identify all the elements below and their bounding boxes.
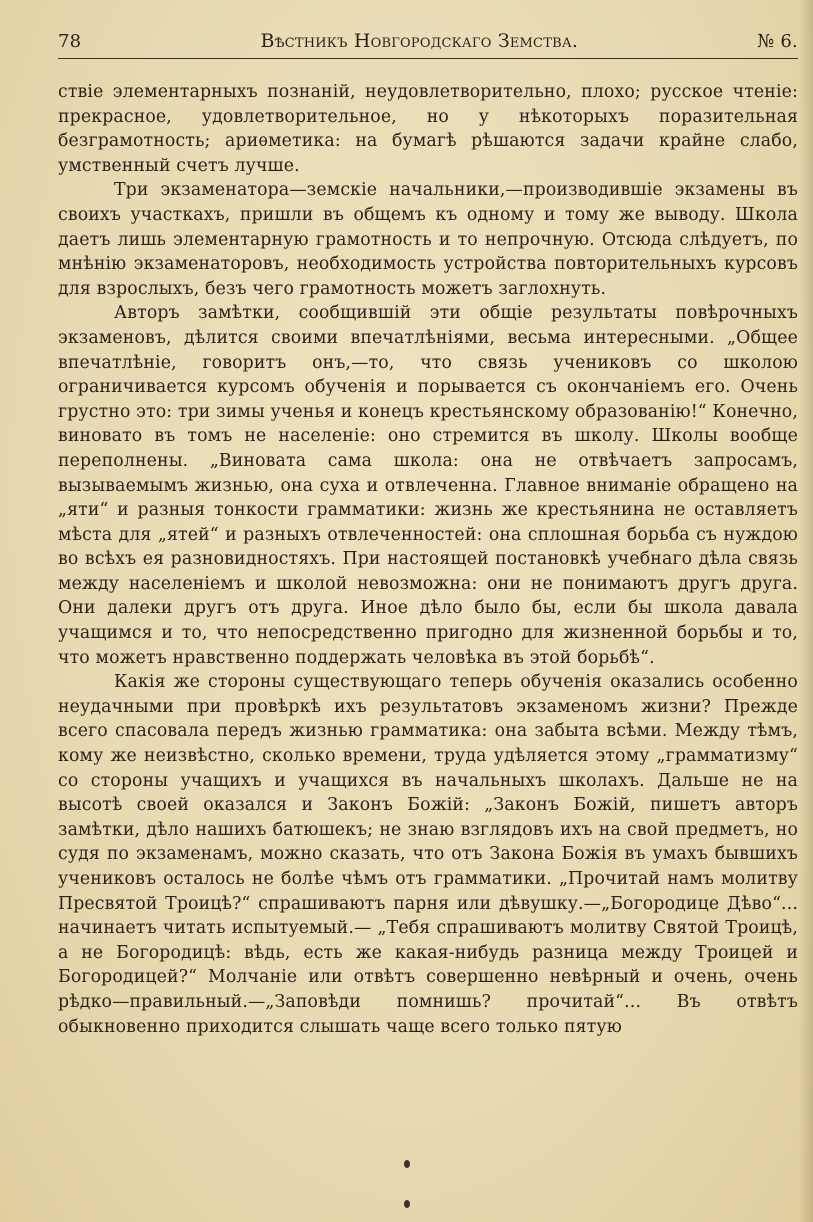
bottom-ink-mark <box>404 1160 410 1168</box>
issue-number: № 6. <box>757 31 798 52</box>
paragraph-2: Три экзаменатора—земскіе начальники,—производившіе экзамены въ своихъ участкахъ, пришли въ общемъ къ одному и тому же выводу. Школа даетъ лишь элементарную грамотность и то непрочную. Отсюда слѣдуетъ, по мнѣнію экзаменаторовъ, необходимость устройства повторительныхъ курсовъ для взрослыхъ, безъ чего грамотность можетъ заглохнуть. <box>58 180 798 299</box>
page-number: 78 <box>58 31 82 52</box>
paragraph-4: Какія же стороны существующаго теперь обученія оказались особенно неудачными при провѣркѣ ихъ результатовъ экзаменомъ жизни? Прежде всего спасовала передъ жизнью грамматика: она забыта всѣми. Между тѣмъ, кому же неизвѣстно, сколько времени, труда удѣляется этому „грамматизму“ со стороны учащихъ и учащихся въ начальныхъ школахъ. Дальше не на высотѣ своей оказался и Законъ Божій: „Законъ Божій, пишетъ авторъ замѣтки, дѣло нашихъ батюшекъ; не знаю взглядовъ ихъ на свой предметъ, но судя по экзаменамъ, можно сказать, что отъ Закона Божія въ умахъ бывшихъ учениковъ осталось не болѣе чѣмъ отъ грамматики. „Прочитай намъ молитву Пресвятой Троицѣ?“ спрашиваютъ парня или дѣвушку.—„Богородице Дѣво“... начинаетъ читать испытуемый.— „Тебя спрашиваютъ молитву Святой Троицѣ, а не Богородицѣ: вѣдь, есть же какая-нибудь разница между Троицей и Богородицей?“ Молчаніе или отвѣтъ совершенно невѣрный и очень, очень рѣдко—правильный.—„Заповѣди помнишь? прочитай“... Въ отвѣтъ обыкновенно приходится слышать чаще всего только пятую <box>58 672 798 1037</box>
bottom-ink-mark <box>404 1200 410 1208</box>
journal-title: Вѣстникъ Новгородскаго Земства. <box>260 30 579 52</box>
paragraph-1: ствіе элементарныхъ познаній, неудовлетворительно, плохо; русское чтеніе: прекрасное, удовлетворительное, но у нѣкоторыхъ поразительная безграмотность; ариѳметика: на бумагѣ рѣшаются задачи крайне слабо, умственный счетъ лучше. <box>58 82 798 176</box>
paragraph-3: Авторъ замѣтки, сообщившій эти общіе результаты повѣрочныхъ экзаменовъ, дѣлится своими впечатлѣніями, весьма интересными. „Общее впечатлѣніе, говоритъ онъ,—то, что связь учениковъ со школою ограничивается курсомъ обученія и порывается съ окончаніемъ его. Очень грустно это: три зимы ученья и конецъ крестьянскому образованію!“ Конечно, виновато въ томъ не населеніе: оно стремится въ школу. Школы вообще переполнены. „Виновата сама школа: она не отвѣчаетъ запросамъ, вызываемымъ жизнью, она суха и отвлеченна. Главное вниманіе обращено на „яти“ и разныя тонкости грамматики: жизнь же крестьянина не оставляетъ мѣста для „ятей“ и разныхъ отвлеченностей: она сплошная борьба съ нуждою во всѣхъ ея разновидностяхъ. При настоящей постановкѣ учебнаго дѣла связь между населеніемъ и школой невозможна: они не понимаютъ другъ друга. Они далеки другъ отъ друга. Иное дѣло было бы, если бы школа давала учащимся и то, что непосредственно пригодно для жизненной борьбы и то, что можетъ нравственно поддержать человѣка въ этой борьбѣ“. <box>58 303 798 668</box>
article-body <box>58 80 798 1039</box>
page-edge-shadow <box>799 0 813 1222</box>
running-header <box>58 30 798 58</box>
header-rule <box>58 58 798 59</box>
